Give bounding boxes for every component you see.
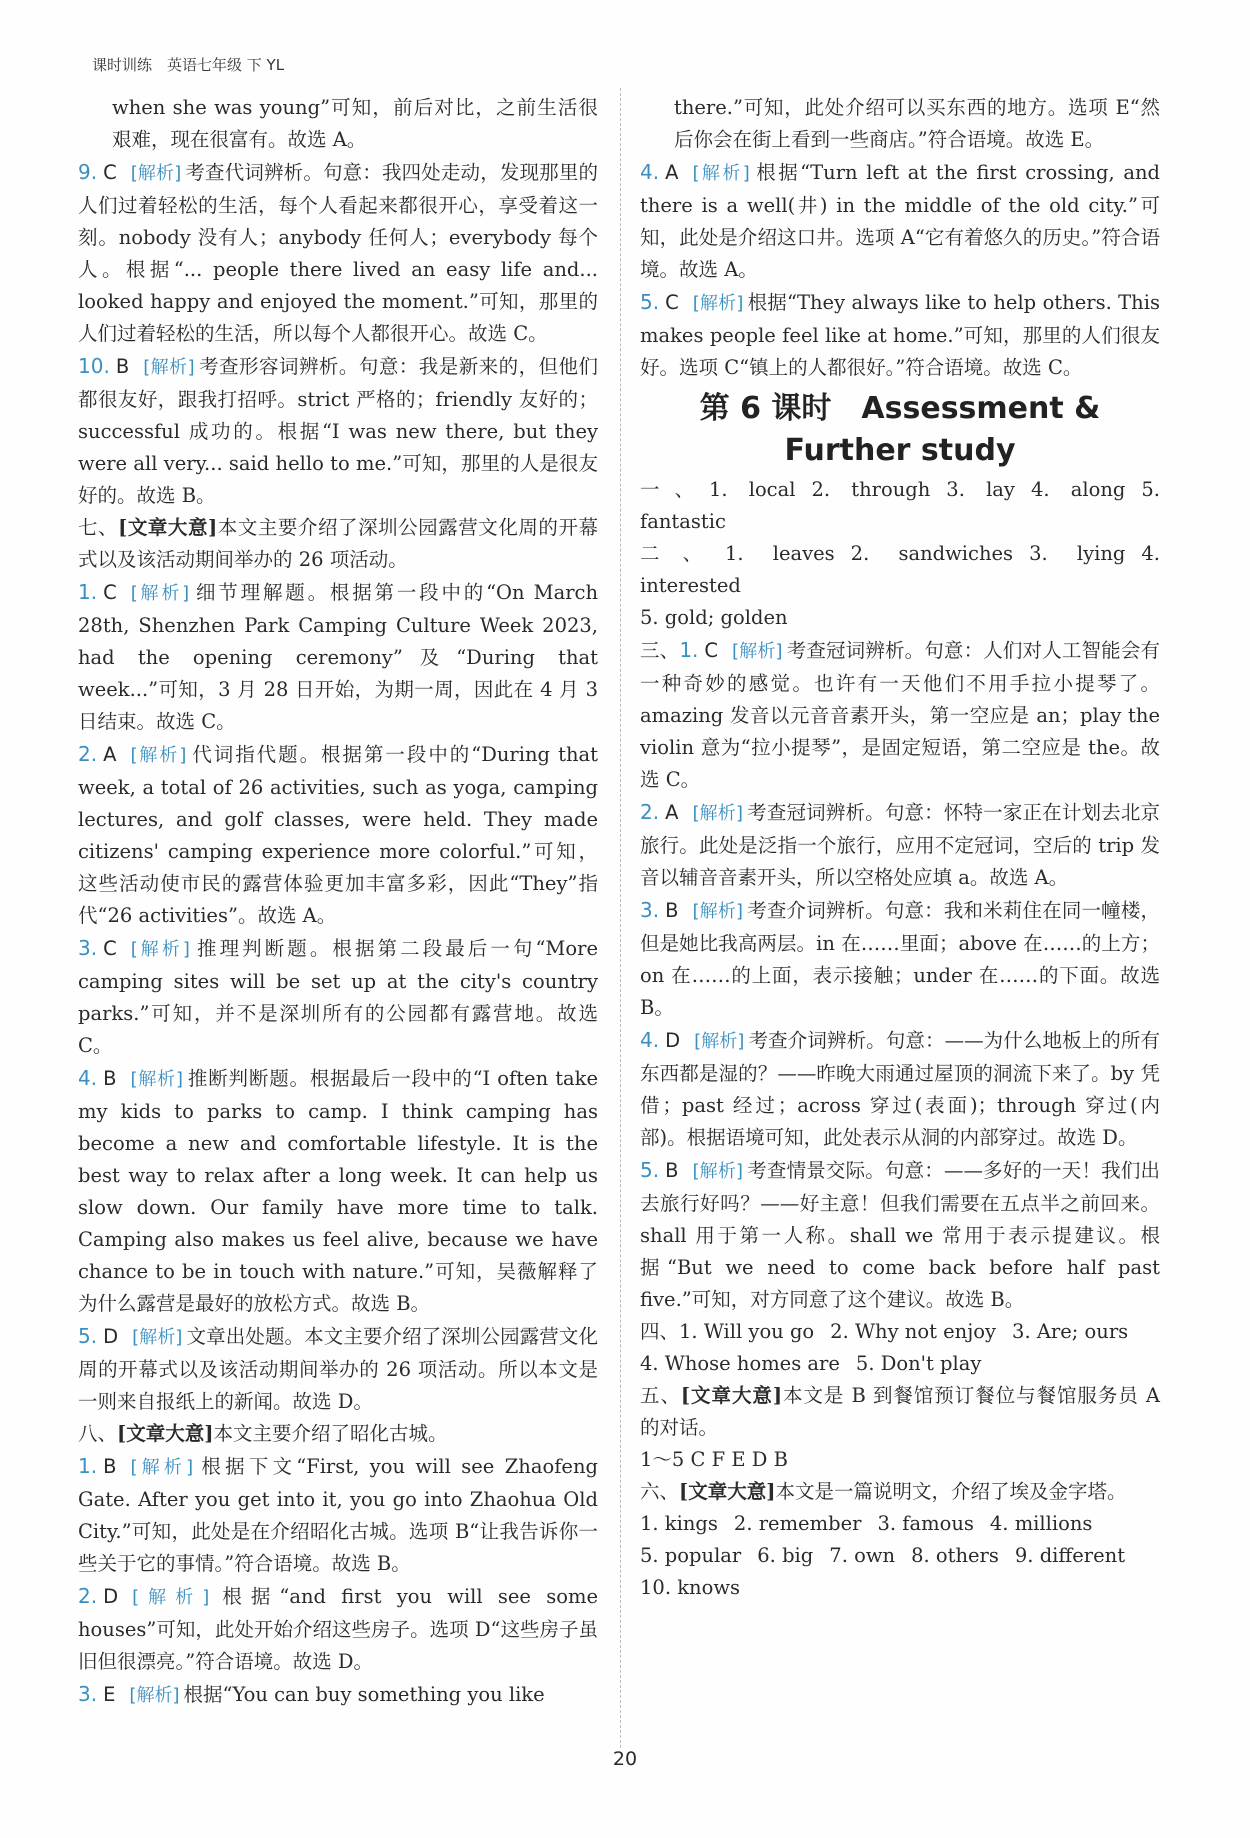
- question-9: 9. C [解析] 考查代词辨析。句意：我四处走动，发现那里的人们过着轻松的生活，每个人看起来都很开心，享受着这一刻。nobody 没有人；anybody 任何人；everybody 每个人。根据“... people there lived an easy life and... looked happy and enjoyed the moment.”可知，那里的人们过着轻松的生活，所以每个人都很开心。故选 C。: [78, 160, 598, 345]
- s6-row-2: 5. popular 6. big 7. own 8. others 9. different: [640, 1544, 1126, 1567]
- section-6: 六、[文章大意]本文是一篇说明文，介绍了埃及金字塔。: [640, 1480, 1127, 1503]
- s7-item-5: 5. D [解析] 文章出处题。本文主要介绍了深圳公园露营文化周的开幕式以及该活动期间举办的 26 项活动。所以本文是一则来自报纸上的新闻。故选 D。: [78, 1324, 598, 1413]
- intro-text: when she was young”可知，前后对比，之前生活很艰难，现在很富有。故选 A。: [112, 96, 598, 151]
- column-divider: [620, 88, 621, 1748]
- s7-item-1: 1. C [解析] 细节理解题。根据第一段中的“On March 28th, Shenzhen Park Camping Culture Week 2023, had the opening ceremony”及“During that week...”可知，3 月 28 日开始，为期一周，因此在 4 月 3 日结束。故选 C。: [78, 580, 598, 733]
- s8-item-5: 5. C [解析] 根据“They always like to help others. This makes people feel like at home.”可知，那里的人们很友好。选项 C“镇上的人都很好。”符合语境。故选 C。: [640, 290, 1160, 379]
- continued-text: there.”可知，此处介绍可以买东西的地方。选项 E“然后你会在街上看到一些商店。”符合语境。故选 E。: [674, 96, 1160, 151]
- page-header: 课时训练 英语七年级 下 YL: [92, 56, 285, 74]
- s3-item-5: 5. B [解析] 考查情景交际。句意：——多好的一天！我们出去旅行好吗？——好主意！但我们需要在五点半之前回来。shall 用于第一人称。shall we 常用于表示提建议。根据“But we need to come back before half past five.”可知，对方同意了这个建议。故选 B。: [640, 1158, 1160, 1311]
- s8-item-1: 1. B [解析] 根据下文“First, you will see Zhaofeng Gate. After you get into it, you go into Zhaohua Old City.”可知，此处是在介绍昭化古城。选项 B“让我告诉你一些关于它的事情。”符合语境。故选 B。: [78, 1454, 598, 1575]
- section-1: 一、1. local 2. through 3. lay 4. along 5. fantastic: [640, 478, 1160, 533]
- s8-item-4: 4. A [解析] 根据“Turn left at the first crossing, and there is a well(井) in the middle of the old city.”可知，此处是介绍这口井。选项 A“它有着悠久的历史。”符合语境。故选 A。: [640, 160, 1160, 281]
- s3-item-2: 2. A [解析] 考查冠词辨析。句意：怀特一家正在计划去北京旅行。此处是泛指一个旅行，应用不定冠词，空后的 trip 发音以辅音音素开头，所以空格处应填 a。故选 A。: [640, 800, 1160, 889]
- left-column: [78, 92, 598, 1712]
- s7-item-4: 4. B [解析] 推断判断题。根据最后一段中的“I often take my kids to parks to camp. I think camping has become a new and comfortable lifestyle. It is the best way to relax after a long week. It can help us slow down. Our family have more time to talk. Camping also makes us feel alive, because we have chance to be in touch with nature.”可知，吴薇解释了为什么露营是最好的放松方式。故选 B。: [78, 1066, 599, 1315]
- s7-item-2: 2. A [解析] 代词指代题。根据第一段中的“During that week, a total of 26 activities, such as yoga, camping lectures, and golf classes, were held. They made citizens' camping experience more colorful.”可知，这些活动使市民的露营体验更加丰富多彩，因此“They”指代“26 activities”。故选 A。: [78, 742, 598, 927]
- s6-row-3: 10. knows: [640, 1576, 741, 1599]
- page-number: 20: [612, 1748, 638, 1770]
- section-4: 四、1. Will you go 2. Why not enjoy 3. Are; ours 4. Whose homes are 5. Don't play: [640, 1320, 1129, 1375]
- s3-item-4: 4. D [解析] 考查介词辨析。句意：——为什么地板上的所有东西都是湿的？——昨晚大雨通过屋顶的洞流下来了。by 凭借；past 经过；across 穿过(表面)；through 穿过(内部)。根据语境可知，此处表示从洞的内部穿过。故选 D。: [640, 1028, 1160, 1149]
- s8-item-2: 2. D [解析] 根据“and first you will see some houses”可知，此处开始介绍这些房子。选项 D“这些房子虽旧但很漂亮。”符合语境。故选 D。: [78, 1584, 598, 1673]
- s7-item-3: 3. C [解析] 推理判断题。根据第二段最后一句“More camping sites will be set up at the city's country parks.”可知，并不是深圳所有的公园都有露营地。故选 C。: [78, 936, 598, 1057]
- s3-item-3: 3. B [解析] 考查介词辨析。句意：我和米莉住在同一幢楼，但是她比我高两层。in 在……里面；above 在……的上方；on 在……的上面，表示接触；under 在……的下面。故选 B。: [640, 898, 1160, 1019]
- s3-item-1: 三、1. C [解析] 考查冠词辨析。句意：人们对人工智能会有一种奇妙的感觉。也许有一天他们不用手拉小提琴了。amazing 发音以元音音素开头，第一空应是 an；play the violin 意为“拉小提琴”，是固定短语，第二空应是 the。故选 C。: [640, 638, 1160, 791]
- right-column: [640, 92, 1160, 1604]
- question-10: 10. B [解析] 考查形容词辨析。句意：我是新来的，但他们都很友好，跟我打招呼。strict 严格的；friendly 友好的；successful 成功的。根据“I was new there, but they were all very... said hello to me.”可知，那里的人是很友好的。故选 B。: [78, 354, 598, 507]
- section-2: 二、1. leaves 2. sandwiches 3. lying 4. interested 5. gold; golden: [640, 542, 1160, 629]
- section-8-heading: 八、[文章大意]本文主要介绍了昭化古城。: [78, 1422, 448, 1445]
- section-5: 五、[文章大意]本文是 B 到餐馆预订餐位与餐馆服务员 A 的对话。 1～5 C F E D B: [640, 1384, 1160, 1471]
- section-7-heading: 七、[文章大意]本文主要介绍了深圳公园露营文化周的开幕式以及该活动期间举办的 26 项活动。: [78, 516, 598, 571]
- s6-row-1: 1. kings 2. remember 3. famous 4. millions: [640, 1512, 1093, 1535]
- lesson-title: 第 6 课时 Assessment & Further study: [699, 391, 1101, 468]
- s8-item-3: 3. E [解析] 根据“You can buy something you like: [78, 1682, 545, 1706]
